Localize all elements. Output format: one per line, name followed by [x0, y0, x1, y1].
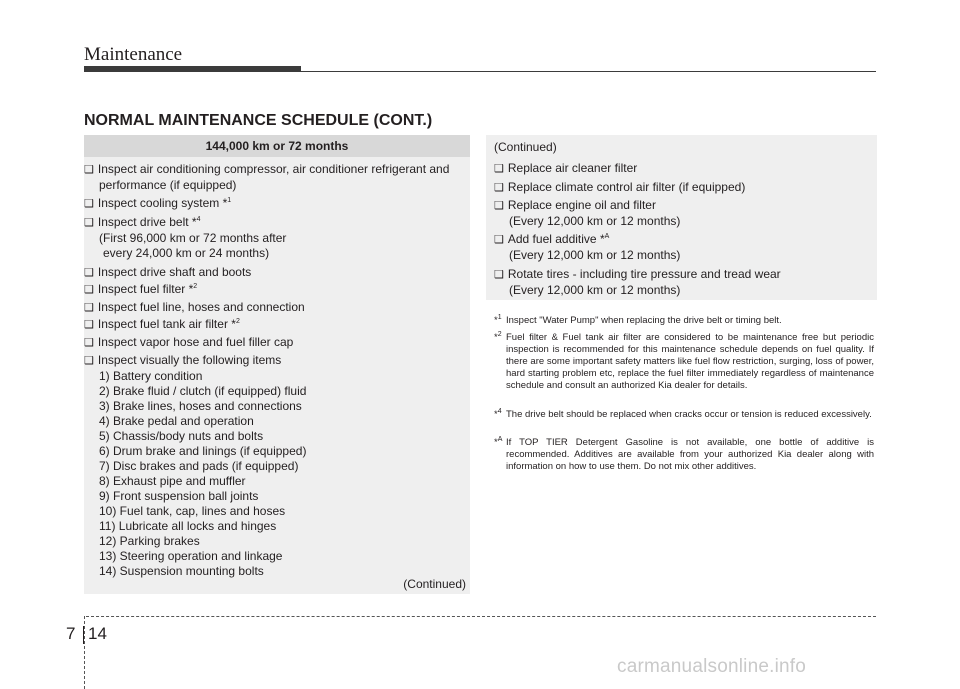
checklist-item [84, 162, 449, 193]
checkbox-icon: ❑ [84, 164, 94, 176]
header-rule [301, 71, 876, 72]
checklist-item [494, 267, 781, 298]
checklist-item [84, 300, 305, 316]
checklist-item [84, 196, 231, 212]
watermark: carmanualsonline.info [617, 656, 807, 677]
checklist-item [494, 198, 680, 229]
list-item: 4) Brake pedal and operation [99, 414, 254, 428]
footnote-ref: 1 [227, 197, 232, 204]
list-item: 5) Chassis/body nuts and bolts [99, 429, 264, 443]
checkbox-icon: ❑ [84, 337, 94, 349]
item-text-cont: (Every 12,000 km or 12 months) [509, 283, 681, 297]
footnote-ref: 4 [196, 216, 201, 223]
item-text: Replace air cleaner filter [507, 161, 638, 175]
list-item: 7) Disc brakes and pads (if equipped) [99, 459, 299, 473]
checklist-item [84, 317, 240, 333]
footnote-4: *$^4$ The drive belt should be replaced when cracks occur or tension is reduced excessively. [494, 407, 872, 420]
page-rule-horizontal [86, 616, 876, 617]
item-text: Inspect fuel tank air filter * [97, 317, 236, 331]
checkbox-icon: ❑ [84, 198, 94, 210]
checkbox-icon: ❑ [494, 182, 504, 194]
header-title: Maintenance [84, 44, 183, 65]
checkbox-icon: ❑ [494, 163, 504, 175]
list-item: 8) Exhaust pipe and muffler [99, 474, 246, 488]
item-text: Inspect fuel line, hoses and connection [97, 300, 305, 314]
list-item: 13) Steering operation and linkage [99, 549, 283, 563]
continued-label: (Continued) [403, 577, 466, 591]
footnote-1: *$^1$ Inspect "Water Pump" when replacing the drive belt or timing belt. [494, 313, 782, 326]
item-text: Replace engine oil and filter [507, 198, 656, 212]
item-text: Inspect vapor hose and fuel filler cap [97, 335, 294, 349]
list-item: 1) Battery condition [99, 369, 203, 383]
continued-label: (Continued) [494, 140, 557, 154]
section-title: NORMAL MAINTENANCE SCHEDULE (CONT.) [84, 112, 433, 129]
item-text: Inspect drive belt * [97, 215, 197, 229]
list-item: 9) Front suspension ball joints [99, 489, 259, 503]
item-text: Rotate tires - including tire pressure and tread wear [507, 267, 781, 281]
item-text-cont: (Every 12,000 km or 12 months) [509, 214, 681, 228]
checklist-item [84, 353, 306, 579]
header-bar-accent [84, 66, 301, 72]
item-text: Inspect air conditioning compressor, air conditioner refrigerant and [97, 162, 450, 176]
footnote-ref: A [604, 233, 610, 240]
checkbox-icon: ❑ [494, 269, 504, 281]
list-item: 2) Brake fluid / clutch (if equipped) fluid [99, 384, 307, 398]
checklist-item [84, 265, 251, 281]
checkbox-icon: ❑ [84, 302, 94, 314]
page-number: 14 [88, 624, 107, 643]
checkbox-icon: ❑ [84, 267, 94, 279]
list-item: 3) Brake lines, hoses and connections [99, 399, 302, 413]
item-text-cont: every 24,000 km or 24 months) [103, 246, 270, 260]
item-text-cont: performance (if equipped) [99, 178, 237, 192]
checklist-item [84, 282, 197, 298]
footnote-2: *$^2$ Fuel filter & Fuel tank air filter are considered to be maintenance free but periodic inspection is recommended for this maintenance schedule depends on fuel quality. If there are some important safety matters like fuel flow restriction, surging, loss of power, hard starting problem etc, replace the fuel filter immediately regardless of maintenance schedule and consult an authorized Kia dealer for details. [494, 330, 874, 391]
list-item: 14) Suspension mounting bolts [99, 564, 264, 578]
checkbox-icon: ❑ [494, 200, 504, 212]
checkbox-icon: ❑ [84, 355, 94, 367]
list-item: 6) Drum brake and linings (if equipped) [99, 444, 307, 458]
left-panel-heading: 144,000 km or 72 months [84, 135, 470, 157]
checklist-item [84, 215, 286, 261]
checklist-item [494, 180, 745, 196]
item-text-cont: (First 96,000 km or 72 months after [99, 231, 287, 245]
item-text: Add fuel additive * [507, 232, 605, 246]
checklist-item [494, 232, 680, 263]
item-text: Inspect visually the following items [97, 353, 282, 367]
checklist-item [494, 161, 637, 177]
checkbox-icon: ❑ [494, 234, 504, 246]
checklist-item [84, 335, 293, 351]
item-text: Inspect cooling system * [97, 196, 228, 210]
list-item: 11) Lubricate all locks and hinges [99, 519, 277, 533]
item-text: Replace climate control air filter (if equipped) [507, 180, 746, 194]
chapter-number: 7 [66, 624, 76, 643]
checkbox-icon: ❑ [84, 217, 94, 229]
item-text: Inspect drive shaft and boots [97, 265, 252, 279]
checkbox-icon: ❑ [84, 319, 94, 331]
page-rule-vertical [84, 616, 86, 689]
checkbox-icon: ❑ [84, 284, 94, 296]
footnote-a: *$^A$ If TOP TIER Detergent Gasoline is not available, one bottle of additive is recommended. Additives are available from your authorized Kia dealer along with information on how to use them. Do not mix other additives. [494, 435, 874, 472]
page-divider [83, 626, 84, 644]
footnote-ref: 2 [193, 283, 198, 290]
item-text-cont: (Every 12,000 km or 12 months) [509, 248, 681, 262]
item-text: Inspect fuel filter * [97, 282, 194, 296]
list-item: 10) Fuel tank, cap, lines and hoses [99, 504, 286, 518]
list-item: 12) Parking brakes [99, 534, 200, 548]
footnote-ref: 2 [235, 318, 240, 325]
